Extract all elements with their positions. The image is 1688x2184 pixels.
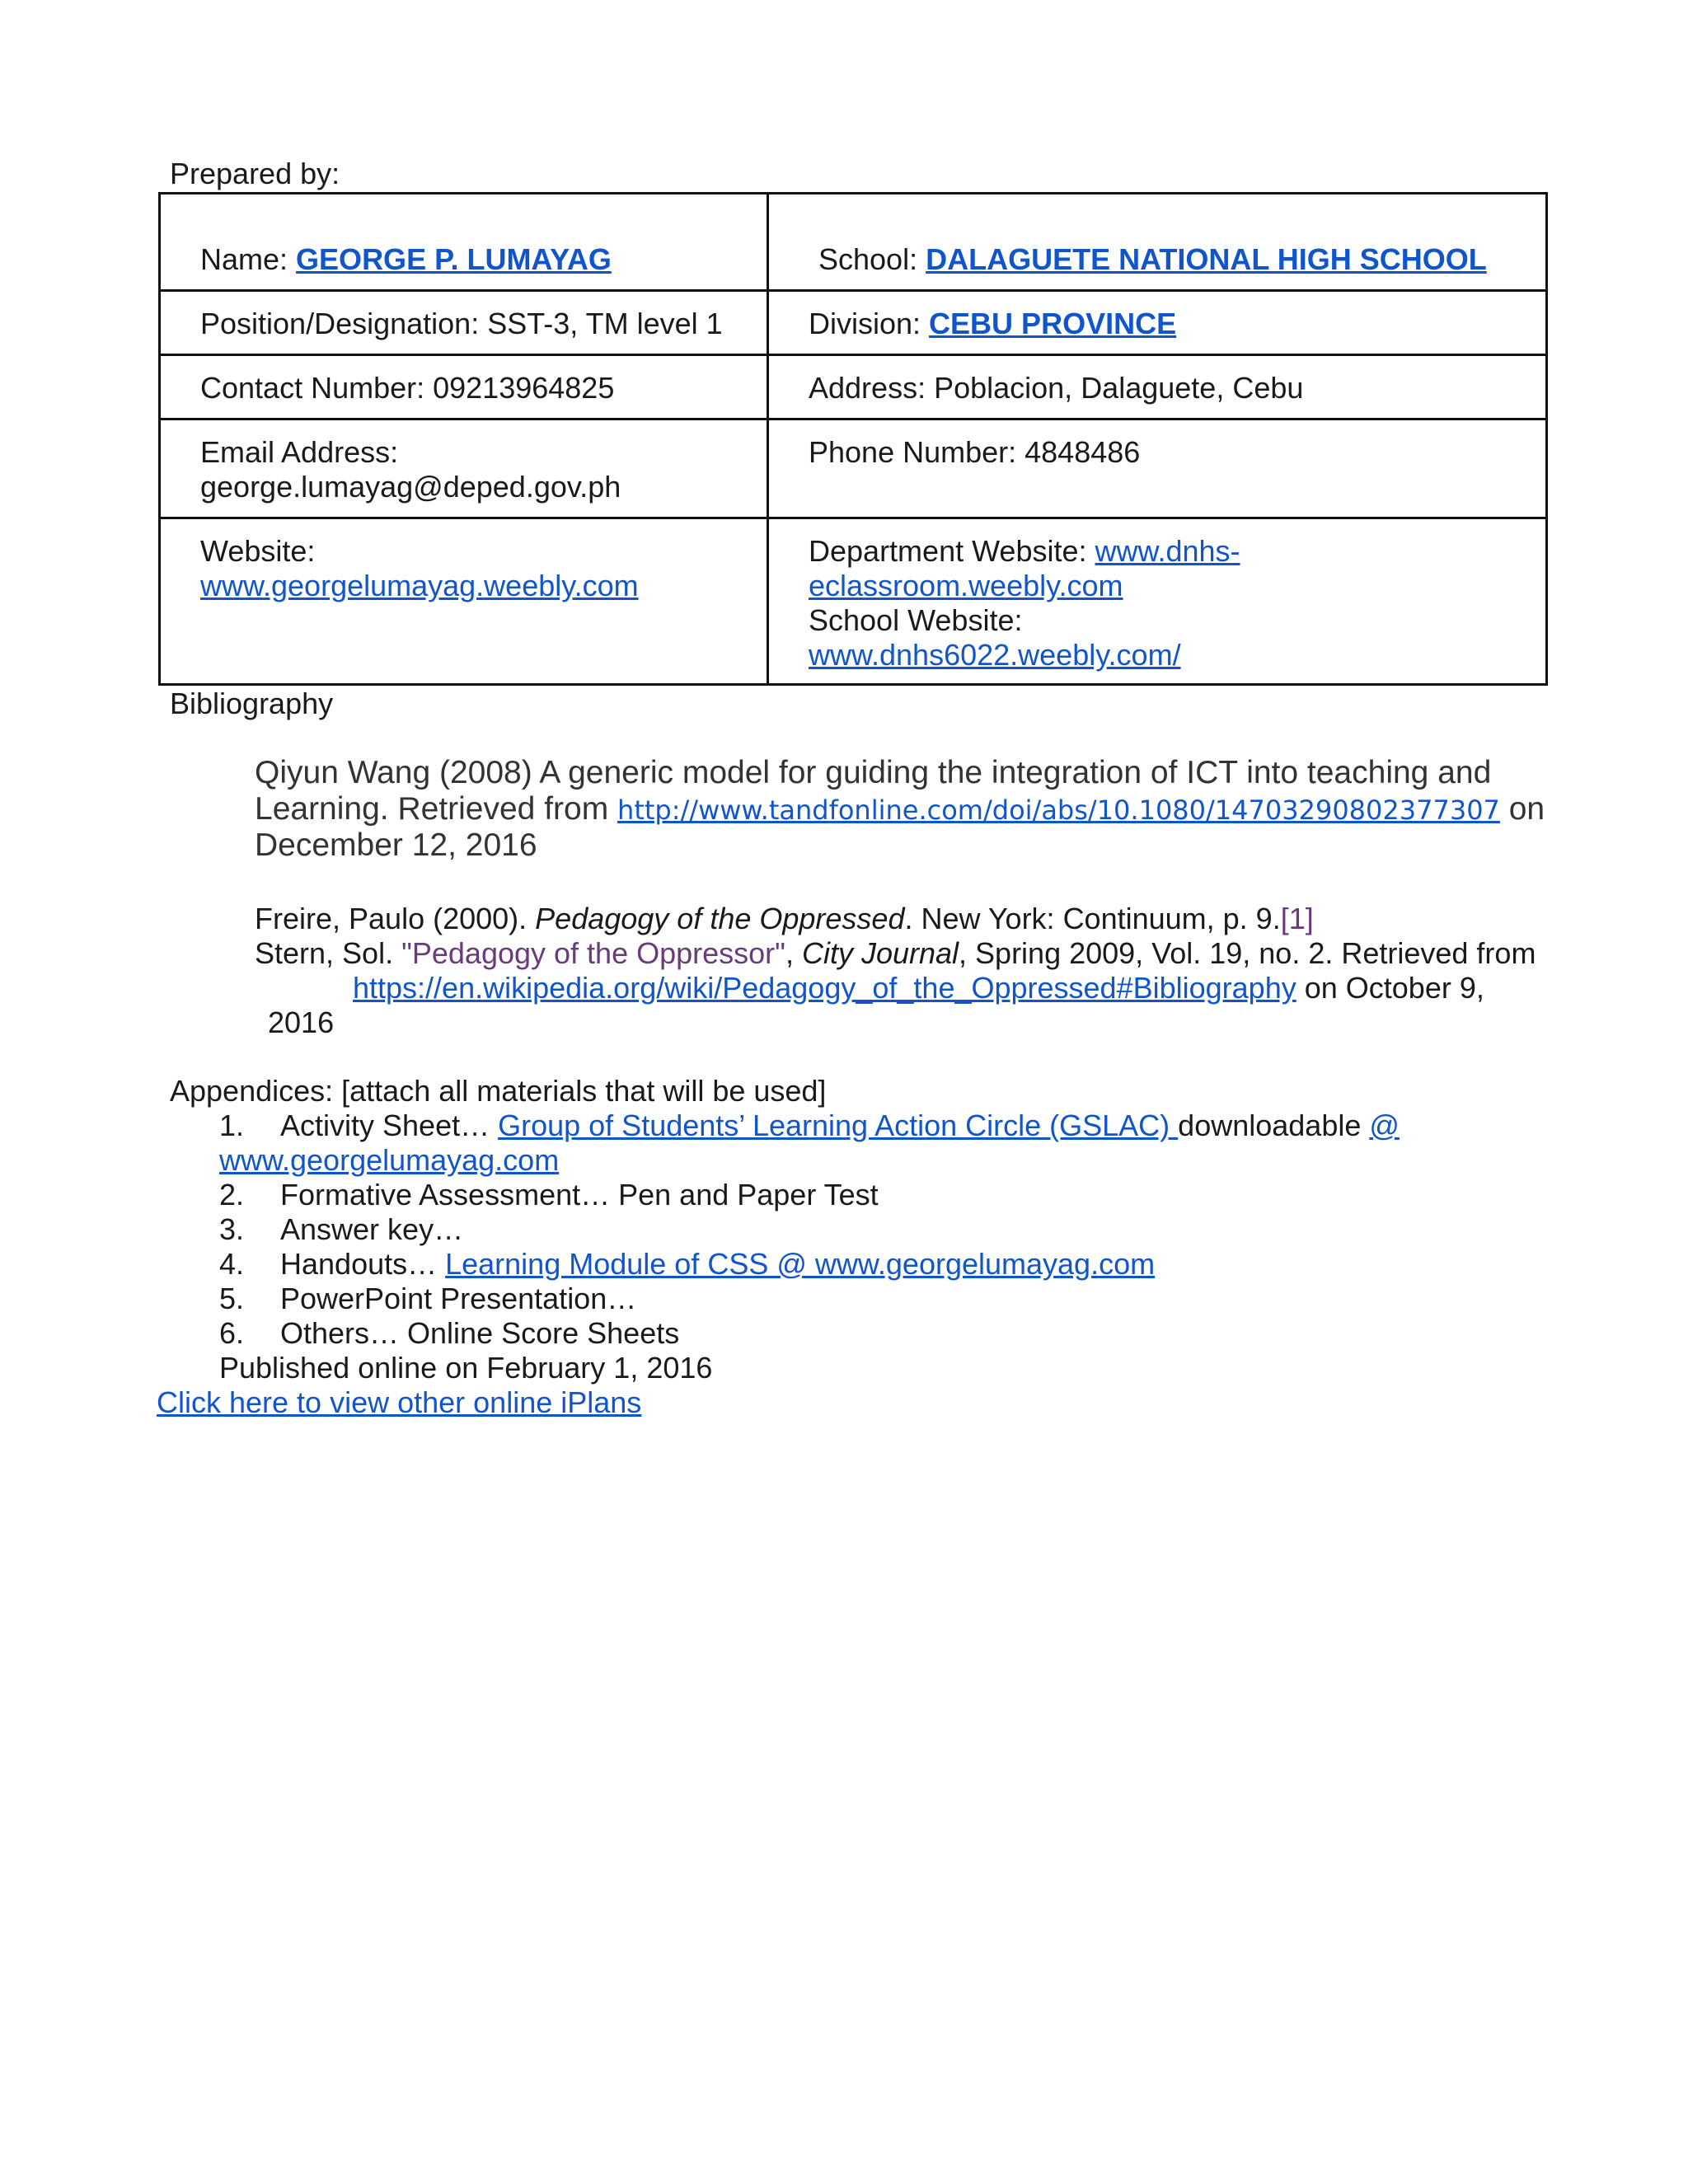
- bib-stern-prefix: Stern, Sol.: [255, 936, 402, 970]
- position-cell: [160, 291, 768, 355]
- appendix-num: 2.: [219, 1178, 245, 1212]
- appendix-text: Answer key…: [280, 1212, 464, 1246]
- address-cell: [768, 355, 1547, 419]
- appendix-num: 4.: [219, 1247, 245, 1281]
- appendix-text: Formative Assessment… Pen and Paper Test: [280, 1178, 879, 1212]
- appendix-item-1: [219, 1108, 1400, 1143]
- bib-entry-stern-line2: [353, 971, 1484, 1005]
- appendix-item-6: [219, 1316, 679, 1351]
- table-row: [160, 291, 1547, 355]
- email-cell: [160, 419, 768, 518]
- bib-stern-journal: City Journal: [801, 936, 959, 970]
- table-row: [160, 194, 1547, 291]
- appendix-item-5: [219, 1282, 636, 1316]
- gslac-link[interactable]: Group of Students’ Learning Action Circle (GSLAC): [498, 1108, 1179, 1142]
- other-iplans-link[interactable]: Click here to view other online iPlans: [157, 1385, 642, 1419]
- contact-cell: [160, 355, 768, 419]
- preparer-info-table: [158, 192, 1548, 686]
- school-label: School:: [818, 242, 926, 276]
- school-link[interactable]: DALAGUETE NATIONAL HIGH SCHOOL: [926, 242, 1487, 276]
- appendix-text: Handouts…: [280, 1247, 446, 1281]
- position-text: Position/Designation: SST-3, TM level 1: [200, 307, 723, 340]
- website-cell: [160, 518, 768, 685]
- bib-wang-on: on: [1499, 791, 1545, 827]
- school-website-link[interactable]: www.dnhs6022.weebly.com/: [809, 638, 1181, 672]
- bib-freire-title: Pedagogy of the Oppressed: [535, 902, 905, 935]
- appendix-num: 5.: [219, 1282, 245, 1315]
- bib-entry-wang-line1: Qiyun Wang (2008) A generic model for guiding the integration of ICT into teaching and: [255, 755, 1492, 790]
- bib-wang-link[interactable]: http://www.tandfonline.com/doi/abs/10.1080/14703290802377307: [617, 794, 1500, 826]
- email-value: george.lumayag@deped.gov.ph: [200, 470, 621, 504]
- address-text: Address: Poblacion, Dalaguete, Cebu: [809, 371, 1304, 405]
- george-site-link[interactable]: www.georgelumayag.com: [219, 1143, 560, 1177]
- table-row: [160, 518, 1547, 685]
- bib-stern-after: on October 9,: [1296, 971, 1484, 1005]
- table-row: [160, 419, 1547, 518]
- bib-entry-wang-line2: [255, 791, 1545, 828]
- appendix-num: 6.: [219, 1316, 245, 1350]
- table-row: [160, 355, 1547, 419]
- website-link[interactable]: www.georgelumayag.weebly.com: [200, 569, 639, 602]
- bibliography-heading: Bibliography: [170, 687, 334, 720]
- name-label: Name:: [200, 242, 297, 276]
- school-website-label: School Website:: [809, 603, 1023, 637]
- division-cell: [768, 291, 1547, 355]
- phone-cell: [768, 419, 1547, 518]
- bib-stern-wiki-link[interactable]: https://en.wikipedia.org/wiki/Pedagogy_of_the_Oppressed#Bibliography: [353, 971, 1296, 1005]
- dept-website-label: Department Website:: [809, 534, 1095, 568]
- appendix-text: Activity Sheet…: [280, 1108, 499, 1142]
- bib-stern-suffix: , Spring 2009, Vol. 19, no. 2. Retrieved from: [959, 936, 1536, 970]
- appendix-text: Others… Online Score Sheets: [280, 1316, 680, 1350]
- published-date: Published online on February 1, 2016: [219, 1351, 713, 1385]
- dept-website-link-cont[interactable]: eclassroom.weebly.com: [809, 569, 1123, 602]
- bib-entry-freire: [255, 902, 1314, 936]
- appendix-item-4: [219, 1247, 1155, 1282]
- bib-freire-suffix: . New York: Continuum, p. 9.: [904, 902, 1281, 935]
- appendix-num: 1.: [219, 1108, 245, 1142]
- bib-wang-retrieved: Learning. Retrieved from: [255, 791, 618, 827]
- prepared-by-label: Prepared by:: [170, 157, 340, 190]
- division-label: Division:: [809, 307, 930, 340]
- bib-freire-prefix: Freire, Paulo (2000).: [255, 902, 536, 935]
- bib-stern-comma: ,: [785, 936, 802, 970]
- dept-website-cell: [768, 518, 1547, 685]
- school-cell: [768, 194, 1547, 291]
- learning-module-link[interactable]: Learning Module of CSS @ www.georgelumayag.com: [445, 1247, 1156, 1281]
- appendices-heading: Appendices: [attach all materials that will be used]: [170, 1074, 827, 1108]
- bib-entry-wang-line3: December 12, 2016: [255, 827, 537, 863]
- division-link[interactable]: CEBU PROVINCE: [929, 307, 1177, 340]
- download-at-link[interactable]: @: [1369, 1108, 1400, 1142]
- appendix-item-2: [219, 1178, 879, 1212]
- bib-stern-article-link[interactable]: "Pedagogy of the Oppressor": [401, 936, 785, 970]
- phone-text: Phone Number: 4848486: [809, 435, 1141, 469]
- contact-text: Contact Number: 09213964825: [200, 371, 615, 405]
- email-label: Email Address:: [200, 435, 399, 469]
- appendix-num: 3.: [219, 1212, 245, 1246]
- name-cell: [160, 194, 768, 291]
- dept-website-link[interactable]: www.dnhs-: [1095, 534, 1240, 568]
- website-label: Website:: [200, 534, 316, 568]
- bib-freire-ref-link[interactable]: [1]: [1280, 902, 1314, 935]
- bib-entry-stern-line3: 2016: [268, 1005, 335, 1039]
- appendix-item-3: [219, 1212, 463, 1247]
- appendix-after: downloadable: [1178, 1108, 1370, 1142]
- bib-entry-stern-line1: [255, 936, 1536, 971]
- appendix-text: PowerPoint Presentation…: [280, 1282, 637, 1315]
- name-link[interactable]: GEORGE P. LUMAYAG: [296, 242, 612, 276]
